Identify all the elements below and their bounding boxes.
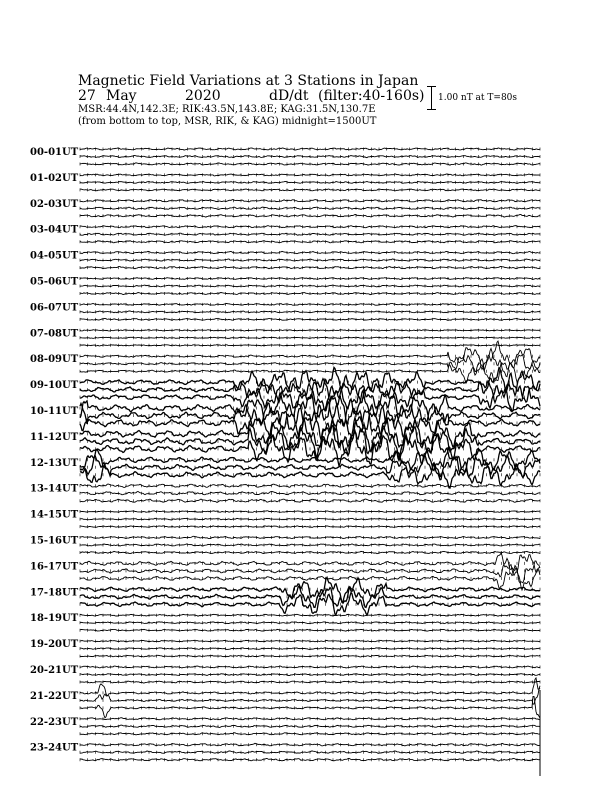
hour-label: 12-13UT xyxy=(30,457,79,469)
hour-label: 03-04UT xyxy=(30,224,79,236)
hour-label: 09-10UT xyxy=(30,380,79,392)
scale-label: 1.00 nT at T=80s xyxy=(438,93,518,103)
hour-label: 05-06UT xyxy=(30,276,79,288)
quantity-label: dD/dt xyxy=(269,88,309,104)
hour-label: 07-08UT xyxy=(30,328,79,340)
hour-label: 16-17UT xyxy=(30,561,79,573)
hour-label: 17-18UT xyxy=(30,587,79,599)
hour-label: 23-24UT xyxy=(30,742,79,754)
hour-label: 13-14UT xyxy=(30,483,79,495)
filter-label: (filter:40-160s) xyxy=(318,88,425,104)
midnight-note: midnight=1500UT xyxy=(281,116,377,127)
hour-label: 00-01UT xyxy=(30,147,79,158)
hour-label: 14-15UT xyxy=(30,509,79,521)
chart-title: Magnetic Field Variations at 3 Stations in Japan xyxy=(78,73,419,89)
stations-line: MSR:44.4N,142.3E; RIK:43.5N,143.8E; KAG:31.5N,130.7E xyxy=(78,104,376,115)
hour-label: 20-21UT xyxy=(30,665,79,676)
hour-label: 02-03UT xyxy=(30,198,79,210)
hour-label: 04-05UT xyxy=(30,250,79,262)
order-note: (from bottom to top, MSR, RIK, & KAG) xyxy=(78,116,279,127)
date-month: May xyxy=(106,88,137,104)
hour-label: 19-20UT xyxy=(30,639,79,651)
hour-label: 15-16UT xyxy=(30,535,79,547)
hour-label: 06-07UT xyxy=(30,302,79,314)
hour-label: 21-22UT xyxy=(30,690,79,702)
hour-label: 22-23UT xyxy=(30,716,79,728)
hour-label: 11-12UT xyxy=(30,431,79,443)
date-day: 27 xyxy=(78,88,96,104)
hour-label: 08-09UT xyxy=(30,354,79,366)
date-year: 2020 xyxy=(185,88,221,104)
hour-label: 18-19UT xyxy=(30,613,79,625)
hour-label: 10-11UT xyxy=(30,406,79,417)
hour-label: 01-02UT xyxy=(30,172,79,184)
